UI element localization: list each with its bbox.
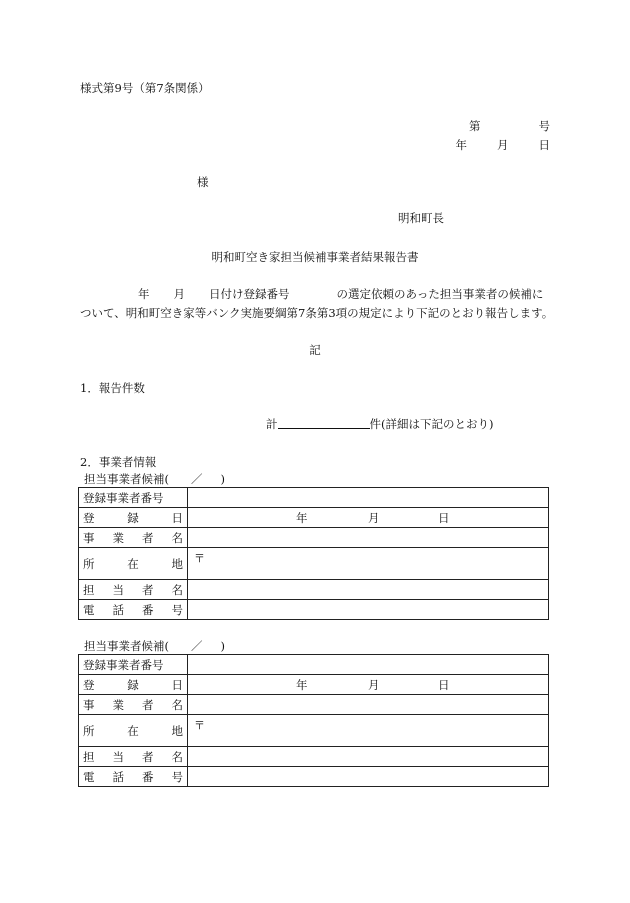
table-row bbox=[79, 548, 549, 580]
contact-person-label: 担 当 者 名 bbox=[79, 747, 188, 767]
candidate-header-prefix: 担当事業者候補( bbox=[84, 472, 169, 486]
candidate-1-header bbox=[84, 472, 225, 486]
candidate-header-slash: ／ bbox=[191, 639, 203, 653]
phone-field[interactable] bbox=[188, 600, 549, 620]
recipient-honorific: 様 bbox=[197, 175, 209, 189]
date-day-unit: 日 bbox=[438, 678, 450, 692]
reg-date-field[interactable] bbox=[188, 508, 549, 528]
reg-date-field[interactable] bbox=[188, 675, 549, 695]
table-row bbox=[79, 528, 549, 548]
table-row bbox=[79, 715, 549, 747]
ki-heading: 記 bbox=[309, 343, 321, 357]
body-year: 年 bbox=[138, 287, 150, 301]
date-day-unit: 日 bbox=[438, 511, 450, 525]
total-suffix: 件(詳細は下記のとおり) bbox=[369, 417, 494, 431]
contact-person-field[interactable] bbox=[188, 747, 549, 767]
candidate-header-prefix: 担当事業者候補( bbox=[84, 639, 169, 653]
company-name-field[interactable] bbox=[188, 695, 549, 715]
count-blank[interactable] bbox=[278, 416, 370, 429]
doc-number-prefix: 第 bbox=[469, 119, 481, 133]
doc-number-suffix: 号 bbox=[538, 119, 550, 133]
candidate-header-slash: ／ bbox=[191, 472, 203, 486]
candidate-2-header bbox=[84, 639, 225, 653]
address-label: 所 在 地 bbox=[79, 548, 188, 580]
reg-date-label: 登 録 日 bbox=[79, 508, 188, 528]
section-2-heading: 2．事業者情報 bbox=[80, 455, 157, 469]
table-row bbox=[79, 695, 549, 715]
date-year-unit: 年 bbox=[296, 511, 308, 525]
candidate-1-table bbox=[78, 487, 549, 620]
address-field[interactable] bbox=[188, 548, 549, 580]
document-number bbox=[469, 119, 550, 133]
address-label: 所 在 地 bbox=[79, 715, 188, 747]
postal-mark: 〒 bbox=[194, 718, 205, 732]
sender-name: 明和町長 bbox=[398, 211, 444, 225]
contact-person-field[interactable] bbox=[188, 580, 549, 600]
document-date bbox=[456, 138, 551, 152]
address-field[interactable] bbox=[188, 715, 549, 747]
report-count-line bbox=[266, 416, 493, 431]
table-row bbox=[79, 675, 549, 695]
body-line-1-tail: の選定依頼のあった担当事業者の候補に bbox=[336, 287, 544, 301]
company-name-field[interactable] bbox=[188, 528, 549, 548]
table-row bbox=[79, 767, 549, 787]
phone-field[interactable] bbox=[188, 767, 549, 787]
reg-number-field[interactable] bbox=[188, 488, 549, 508]
doc-date-month: 月 bbox=[497, 138, 509, 152]
body-month: 月 bbox=[173, 287, 185, 301]
postal-mark: 〒 bbox=[194, 551, 205, 565]
company-name-label: 事 業 者 名 bbox=[79, 528, 188, 548]
date-year-unit: 年 bbox=[296, 678, 308, 692]
total-prefix: 計 bbox=[266, 417, 278, 431]
document-title: 明和町空き家担当候補事業者結果報告書 bbox=[211, 250, 419, 264]
table-row bbox=[79, 655, 549, 675]
table-row bbox=[79, 747, 549, 767]
body-line-2: ついて、明和町空き家等バンク実施要綱第7条第3項の規定により下記のとおり報告します。 bbox=[80, 306, 554, 320]
reg-number-label: 登録事業者番号 bbox=[79, 488, 188, 508]
phone-label: 電 話 番 号 bbox=[79, 767, 188, 787]
table-row bbox=[79, 488, 549, 508]
phone-label: 電 話 番 号 bbox=[79, 600, 188, 620]
contact-person-label: 担 当 者 名 bbox=[79, 580, 188, 600]
reg-number-field[interactable] bbox=[188, 655, 549, 675]
candidate-2-table bbox=[78, 654, 549, 787]
reg-date-label: 登 録 日 bbox=[79, 675, 188, 695]
body-day-registration: 日付け登録番号 bbox=[209, 287, 290, 301]
table-row bbox=[79, 600, 549, 620]
candidate-header-close: ) bbox=[220, 639, 225, 653]
candidate-header-close: ) bbox=[220, 472, 225, 486]
table-row bbox=[79, 508, 549, 528]
reg-number-label: 登録事業者番号 bbox=[79, 655, 188, 675]
company-name-label: 事 業 者 名 bbox=[79, 695, 188, 715]
body-line-1 bbox=[80, 287, 550, 301]
doc-date-year: 年 bbox=[455, 138, 467, 152]
section-1-heading: 1．報告件数 bbox=[80, 381, 145, 395]
date-month-unit: 月 bbox=[368, 511, 380, 525]
form-number-label: 様式第9号（第7条関係） bbox=[80, 81, 210, 95]
table-row bbox=[79, 580, 549, 600]
doc-date-day: 日 bbox=[538, 138, 550, 152]
date-month-unit: 月 bbox=[368, 678, 380, 692]
